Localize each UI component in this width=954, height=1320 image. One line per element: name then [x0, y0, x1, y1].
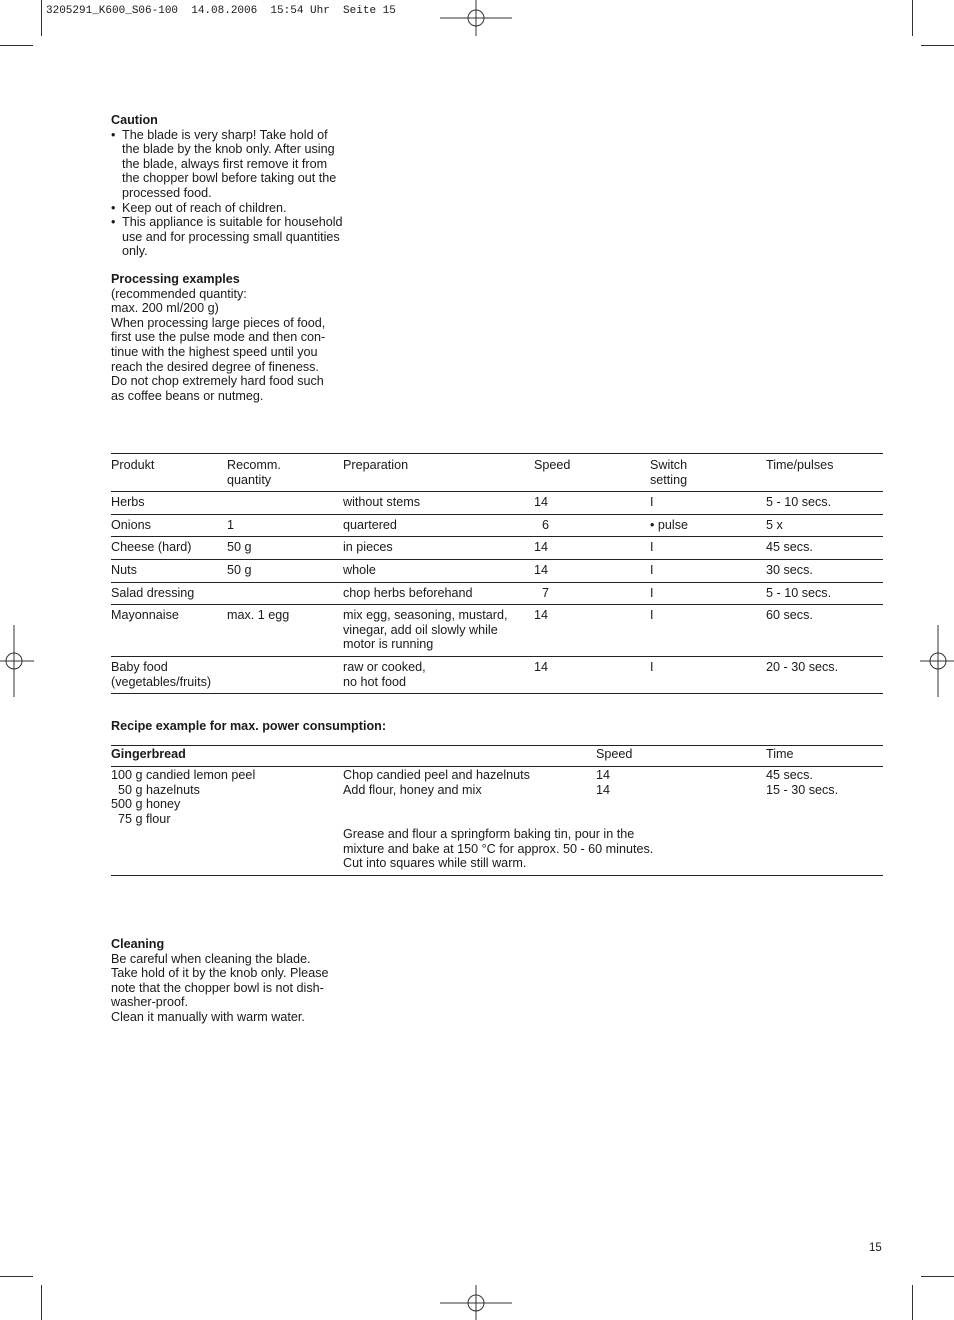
table-cell: 7	[534, 582, 650, 605]
table-cell: 20 - 30 secs.	[766, 656, 883, 693]
table-cell: without stems	[343, 492, 534, 515]
processing-heading: Processing examples	[111, 272, 240, 286]
table-cell: 6	[534, 514, 650, 537]
crop-mark	[921, 1276, 954, 1277]
column-header: Recomm. quantity	[227, 454, 343, 492]
cleaning-section	[111, 937, 371, 1025]
crop-mark	[912, 0, 913, 36]
table-cell: 5 x	[766, 514, 883, 537]
table-cell: 14	[534, 605, 650, 657]
caution-item: • Keep out of reach of children.	[111, 201, 371, 216]
recipe-speeds: 14 14	[596, 768, 611, 797]
table-cell: max. 1 egg	[227, 605, 343, 657]
cleaning-heading: Cleaning	[111, 937, 165, 951]
table-cell: 1	[227, 514, 343, 537]
caution-item: • The blade is very sharp! Take hold of the blade by the knob only. After using the blade, always first remove it from the chopper bowl before taking out the processed food.	[111, 128, 371, 201]
column-header: Produkt	[111, 454, 227, 492]
processing-section	[111, 272, 371, 403]
table-cell: 5 - 10 secs.	[766, 582, 883, 605]
registration-mark-icon	[0, 625, 34, 697]
table-row	[111, 537, 883, 560]
print-slug: 3205291_K600_S06-100 14.08.2006 15:54 Uhr Seite 15	[46, 5, 396, 17]
time-header: Time	[766, 747, 794, 761]
table-header-row	[111, 454, 883, 492]
recipe-rule	[111, 766, 883, 767]
table-cell: in pieces	[343, 537, 534, 560]
table-cell: 14	[534, 656, 650, 693]
crop-mark	[41, 0, 42, 36]
table-cell: I	[650, 656, 766, 693]
table-cell: 14	[534, 492, 650, 515]
table-cell: Salad dressing	[111, 582, 227, 605]
table-cell: 30 secs.	[766, 559, 883, 582]
table-cell: raw or cooked, no hot food	[343, 656, 534, 693]
table-cell: I	[650, 605, 766, 657]
table-cell: I	[650, 492, 766, 515]
table-cell: Herbs	[111, 492, 227, 515]
table-row	[111, 492, 883, 515]
recipe-steps: Chop candied peel and hazelnuts Add flour, honey and mix	[343, 768, 530, 797]
crop-mark	[921, 45, 954, 46]
processing-text: (recommended quantity: max. 200 ml/200 g) When processing large pieces of food, first use the pulse mode and then con- tinue with the highest speed until you reach the desired degree of fineness. Do not chop extremely hard food such as coffee beans or nutmeg.	[111, 286, 326, 403]
table-cell: 14	[534, 559, 650, 582]
table-cell	[227, 492, 343, 515]
table-cell: 14	[534, 537, 650, 560]
table-cell: Onions	[111, 514, 227, 537]
recipe-ingredients: 100 g candied lemon peel 50 g hazelnuts 500 g honey 75 g flour	[111, 768, 256, 826]
table-cell: whole	[343, 559, 534, 582]
column-header: Switch setting	[650, 454, 766, 492]
registration-mark-icon	[440, 0, 512, 36]
table-cell: Baby food (vegetables/fruits)	[111, 656, 227, 693]
table-cell: I	[650, 537, 766, 560]
recipe-name: Gingerbread	[111, 747, 186, 761]
recipe-times: 45 secs. 15 - 30 secs.	[766, 768, 839, 797]
recipe-rule	[111, 745, 883, 746]
table-cell: Cheese (hard)	[111, 537, 227, 560]
column-header: Preparation	[343, 454, 534, 492]
table-cell: 60 secs.	[766, 605, 883, 657]
registration-mark-icon	[920, 625, 954, 697]
table-cell: Mayonnaise	[111, 605, 227, 657]
table-cell: quartered	[343, 514, 534, 537]
processing-table	[111, 453, 883, 694]
page-number: 15	[869, 1242, 882, 1254]
table-cell: chop herbs beforehand	[343, 582, 534, 605]
speed-header: Speed	[596, 747, 633, 761]
recipe-rule	[111, 875, 883, 876]
crop-mark	[41, 1285, 42, 1320]
caution-heading: Caution	[111, 113, 158, 127]
table-row	[111, 605, 883, 657]
table-cell: mix egg, seasoning, mustard, vinegar, add oil slowly while motor is running	[343, 605, 534, 657]
recipe-heading: Recipe example for max. power consumption:	[111, 719, 387, 733]
registration-mark-icon	[440, 1285, 512, 1320]
crop-mark	[912, 1285, 913, 1320]
table-row	[111, 559, 883, 582]
table-cell: I	[650, 582, 766, 605]
crop-mark	[0, 1276, 33, 1277]
table-cell	[227, 656, 343, 693]
table-row	[111, 514, 883, 537]
recipe-baking: Grease and flour a springform baking tin, pour in the mixture and bake at 150 °C for approx. 50 - 60 minutes. Cut into squares while still warm.	[343, 827, 654, 871]
table-row	[111, 582, 883, 605]
table-cell: 50 g	[227, 559, 343, 582]
caution-item: • This appliance is suitable for household use and for processing small quantities only.	[111, 215, 371, 259]
table-cell: I	[650, 559, 766, 582]
table-cell: Nuts	[111, 559, 227, 582]
table-cell: • pulse	[650, 514, 766, 537]
table-cell: 5 - 10 secs.	[766, 492, 883, 515]
table-cell	[227, 582, 343, 605]
table-row	[111, 656, 883, 693]
table-cell: 45 secs.	[766, 537, 883, 560]
table-cell: 50 g	[227, 537, 343, 560]
caution-section	[111, 113, 371, 259]
crop-mark	[0, 45, 33, 46]
cleaning-text: Be careful when cleaning the blade. Take hold of it by the knob only. Please note that the chopper bowl is not dish- washer-proof. Clean it manually with warm water.	[111, 951, 329, 1024]
column-header: Speed	[534, 454, 650, 492]
column-header: Time/pulses	[766, 454, 883, 492]
